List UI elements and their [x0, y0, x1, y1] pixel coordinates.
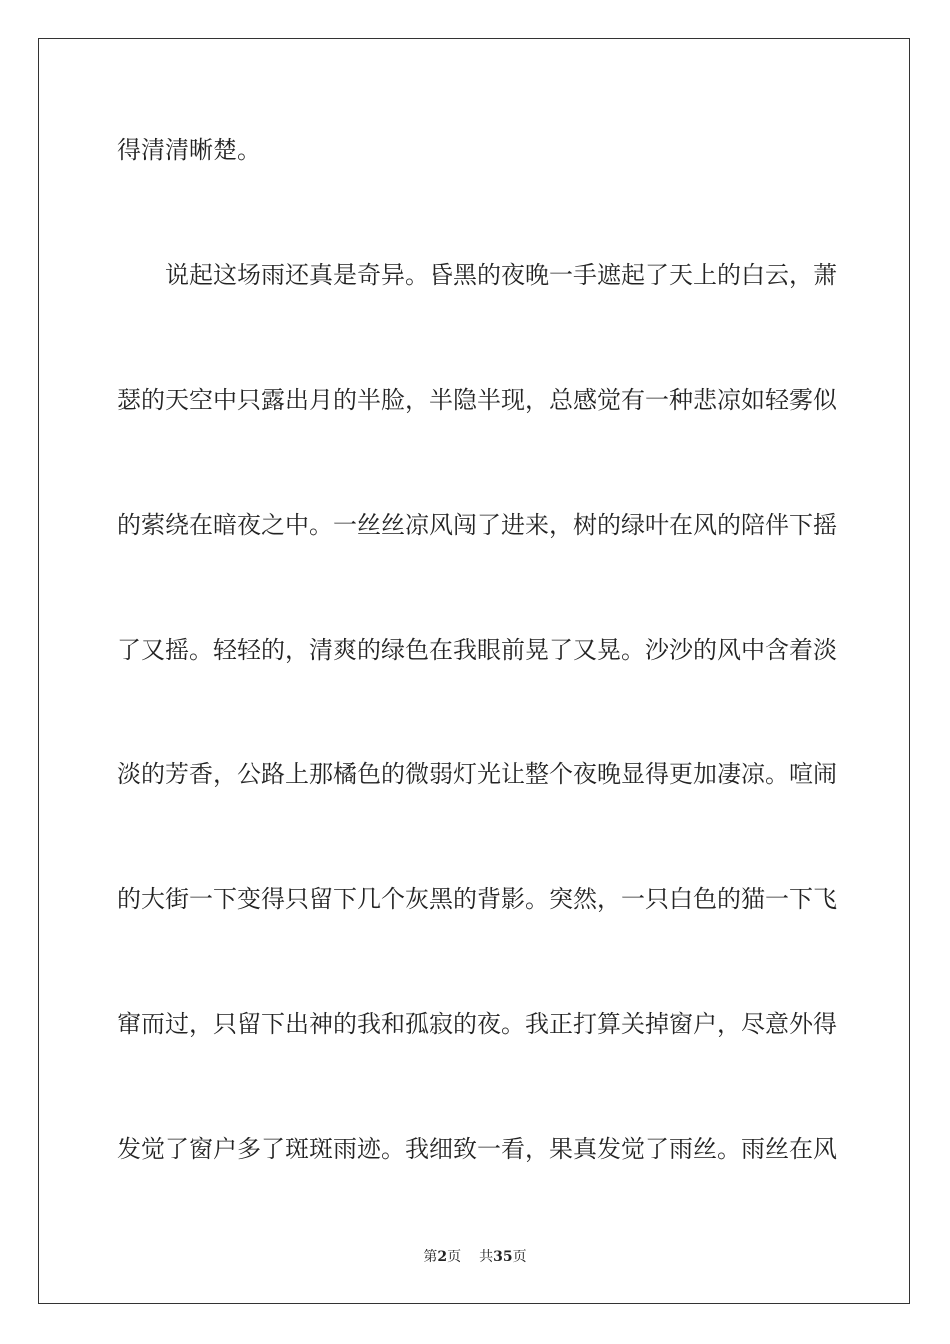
total-label-prefix: 共: [479, 1249, 494, 1265]
text-line-1: 得清清晰楚。: [117, 136, 261, 164]
page-number: 2: [437, 1249, 448, 1265]
text-line-9: 发觉了窗户多了斑斑雨迹。我细致一看，果真发觉了雨丝。雨丝在风: [117, 1135, 837, 1163]
total-pages: 35: [493, 1249, 513, 1265]
text-line-8: 窜而过，只留下出神的我和孤寂的夜。我正打算关掉窗户，尽意外得: [117, 1010, 837, 1038]
page-label-suffix: 页: [447, 1249, 462, 1265]
text-line-7: 的大街一下变得只留下几个灰黑的背影。突然，一只白色的猫一下飞: [117, 885, 837, 913]
text-line-6: 淡的芳香，公路上那橘色的微弱灯光让整个夜晚显得更加凄凉。喧闹: [117, 760, 837, 788]
page-border: [38, 38, 910, 1304]
text-line-5: 了又摇。轻轻的，清爽的绿色在我眼前晃了又晃。沙沙的风中含着淡: [117, 636, 837, 664]
total-label-suffix: 页: [512, 1249, 527, 1265]
text-line-2: 说起这场雨还真是奇异。昏黑的夜晚一手遮起了天上的白云，萧: [165, 261, 837, 289]
text-line-3: 瑟的天空中只露出月的半脸，半隐半现，总感觉有一种悲凉如轻雾似: [117, 386, 837, 414]
page-footer: [0, 1247, 950, 1267]
text-line-4: 的萦绕在暗夜之中。一丝丝凉风闯了进来，树的绿叶在风的陪伴下摇: [117, 511, 837, 539]
page-label-prefix: 第: [423, 1249, 438, 1265]
